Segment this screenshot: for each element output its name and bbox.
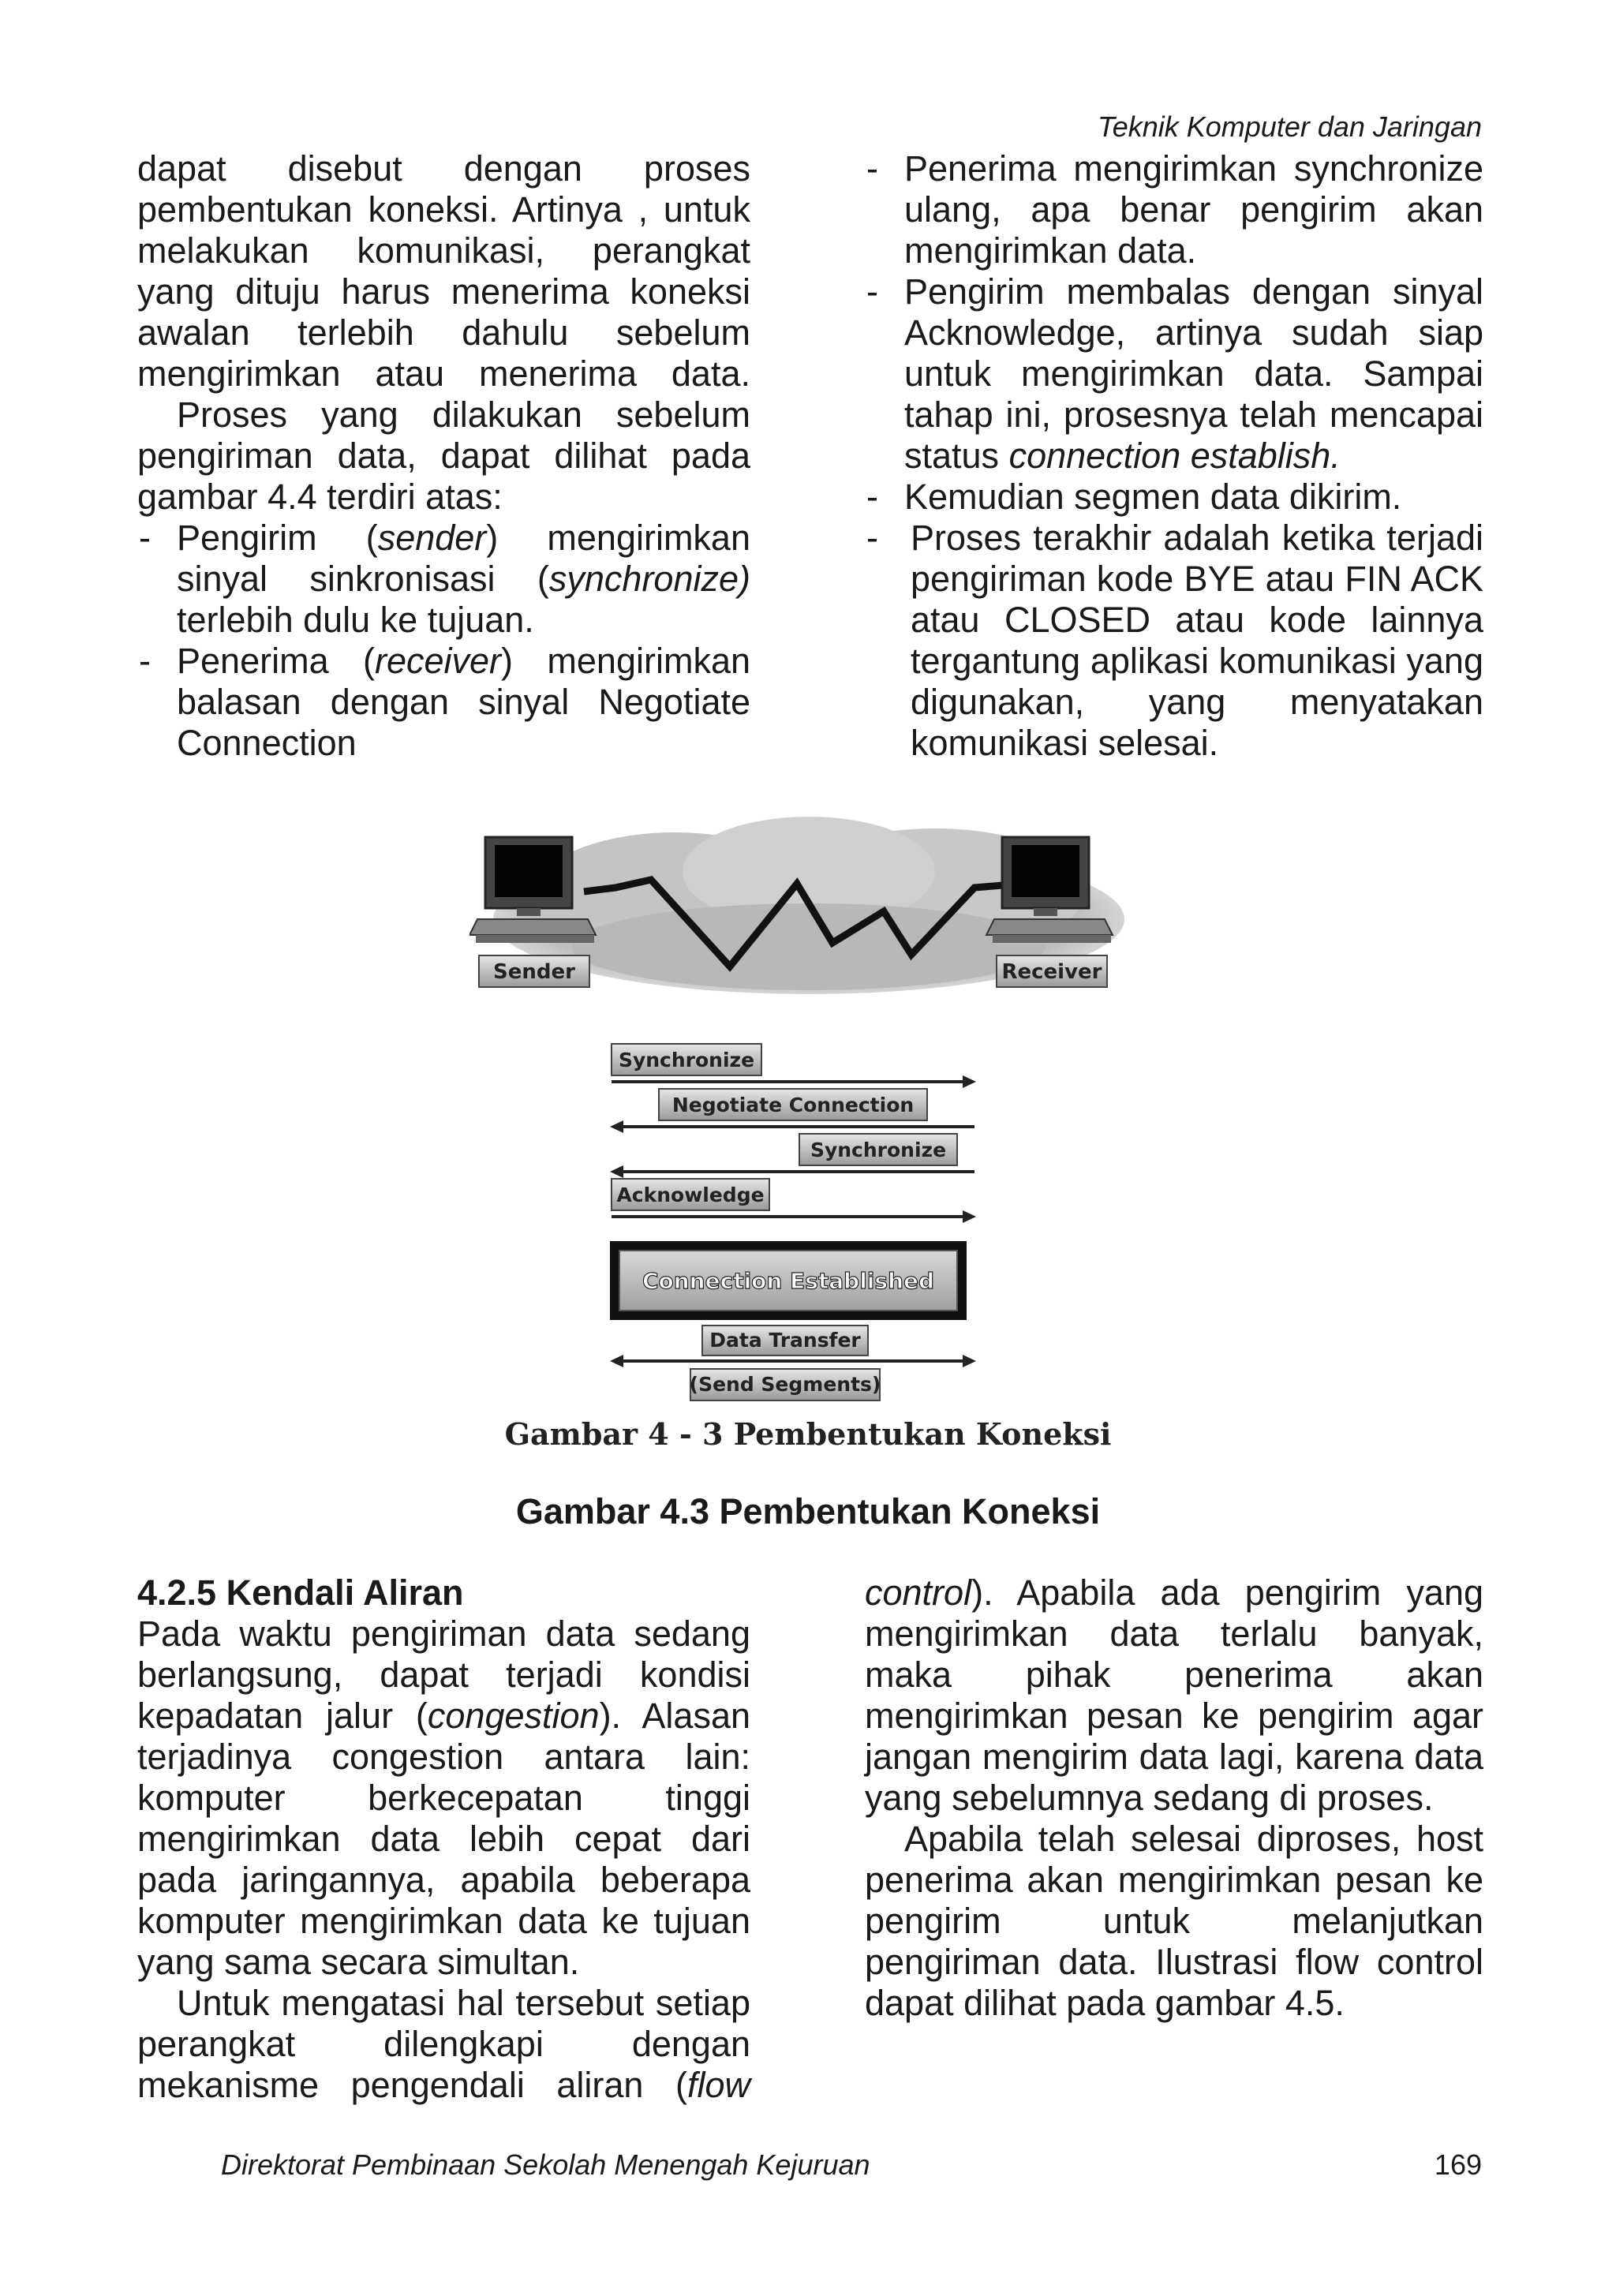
step-acknowledge: Acknowledge: [616, 1184, 765, 1206]
step-synchronize: Synchronize: [618, 1049, 755, 1071]
paragraph: [865, 1572, 1483, 1819]
text-italic: connection establish.: [1008, 436, 1341, 476]
text-italic: synchronize): [548, 559, 750, 599]
send-segments-label: (Send Segments): [689, 1373, 881, 1396]
receiver-label: Receiver: [1001, 960, 1102, 984]
arrow-head: [610, 1120, 623, 1133]
list-item: [137, 641, 750, 764]
text: ) mengirimkan balasan dengan sinyal Negotiate Connection: [177, 641, 750, 763]
right-column-top: [865, 148, 1483, 764]
list-item: - Penerima mengirimkan synchronize ulang, apa benar pengirim akan mengirimkan data.: [865, 148, 1483, 271]
connection-diagram: [469, 809, 1148, 1416]
running-header: Teknik Komputer dan Jaringan: [1098, 110, 1482, 143]
arrow-head: [963, 1210, 976, 1223]
paragraph: [137, 1983, 750, 2106]
text-italic: congestion: [427, 1696, 600, 1736]
text: Penerima (: [177, 641, 375, 681]
list-item: [137, 518, 750, 641]
step-negotiate-connection: Negotiate Connection: [671, 1094, 915, 1116]
text: Pada waktu pengiriman data sedang berlangsung, dapat terjadi kondisi kepadatan jalur (: [137, 1614, 750, 1736]
text: ) mengirimkan sinyal sinkronisasi (: [177, 518, 750, 599]
page-number: 169: [1434, 2148, 1482, 2181]
figure-caption-inner: Gambar 4 - 3 Pembentukan Koneksi: [504, 1416, 1112, 1452]
paragraph: Proses yang dilakukan sebelum pengiriman data, dapat dilihat pada gambar 4.4 terdiri atas:: [137, 395, 750, 517]
sender-label: Sender: [493, 960, 575, 984]
list-item: - Kemudian segmen data dikirim.: [865, 477, 1483, 518]
arrow-head: [963, 1075, 976, 1088]
text-italic: sender: [377, 518, 487, 558]
step-list: [865, 148, 1483, 518]
section-heading: 4.2.5 Kendali Aliran: [137, 1572, 464, 1613]
footer-text: Direktorat Pembinaan Sekolah Menengah Kejuruan: [221, 2148, 870, 2181]
text: terlebih dulu ke tujuan.: [177, 600, 534, 640]
arrow-head: [610, 1165, 623, 1178]
left-column-top: [137, 148, 750, 764]
figure-caption: Gambar 4.3 Pembentukan Koneksi: [515, 1491, 1101, 1531]
arrow-head: [610, 1355, 623, 1367]
text: ). Apabila ada pengirim yang mengirimkan data terlalu banyak, maka pihak penerima akan mengirimkan pesan ke pengirim agar jangan mengirim data lagi, karena data yang sebelumnya sedang di proses.: [865, 1572, 1483, 1818]
right-column-bottom: [865, 1572, 1483, 2024]
list-item: [865, 271, 1483, 477]
text-italic: control: [865, 1572, 972, 1613]
left-column-bottom: [137, 1572, 750, 2106]
paragraph: [137, 1614, 750, 1983]
paragraph: Apabila telah selesai diproses, host penerima akan mengirimkan pesan ke pengirim untuk melanjutkan pengiriman data. Ilustrasi flow control dapat dilihat pada gambar 4.5.: [865, 1819, 1483, 2023]
step-list: [865, 518, 1483, 764]
text: ). Alasan terjadinya congestion antara lain: komputer berkecepatan tinggi mengirimkan data lebih cepat dari pada jaringannya, apabila beberapa komputer mengirimkan data ke tujuan yang sama secara simultan.: [137, 1696, 750, 1982]
data-transfer-label: Data Transfer: [709, 1329, 861, 1352]
text-italic: flow: [686, 2065, 750, 2105]
step-synchronize-2: Synchronize: [810, 1139, 947, 1161]
step-list: [137, 518, 750, 764]
text-italic: receiver: [374, 641, 502, 681]
text: Untuk mengatasi hal tersebut setiap perangkat dilengkapi dengan mekanisme pengendali aliran (: [137, 1983, 750, 2105]
list-item: - Proses terakhir adalah ketika terjadi pengiriman kode BYE atau FIN ACK atau CLOSED atau kode lainnya tergantung aplikasi komunikasi yang digunakan, yang menyatakan komunikasi selesai.: [865, 518, 1483, 764]
text: Pengirim (: [177, 518, 378, 558]
arrow-head: [963, 1355, 976, 1367]
text: Pengirim membalas dengan sinyal Acknowledge, artinya sudah siap untuk mengirimkan data. Sampai tahap ini, prosesnya telah mencapai status: [904, 271, 1483, 476]
connection-established-label: Connection Established: [642, 1268, 935, 1294]
paragraph: dapat disebut dengan proses pembentukan koneksi. Artinya , untuk melakukan komunikasi, perangkat yang dituju harus menerima koneksi awalan terlebih dahulu sebelum mengirimkan atau menerima data.: [137, 148, 750, 394]
